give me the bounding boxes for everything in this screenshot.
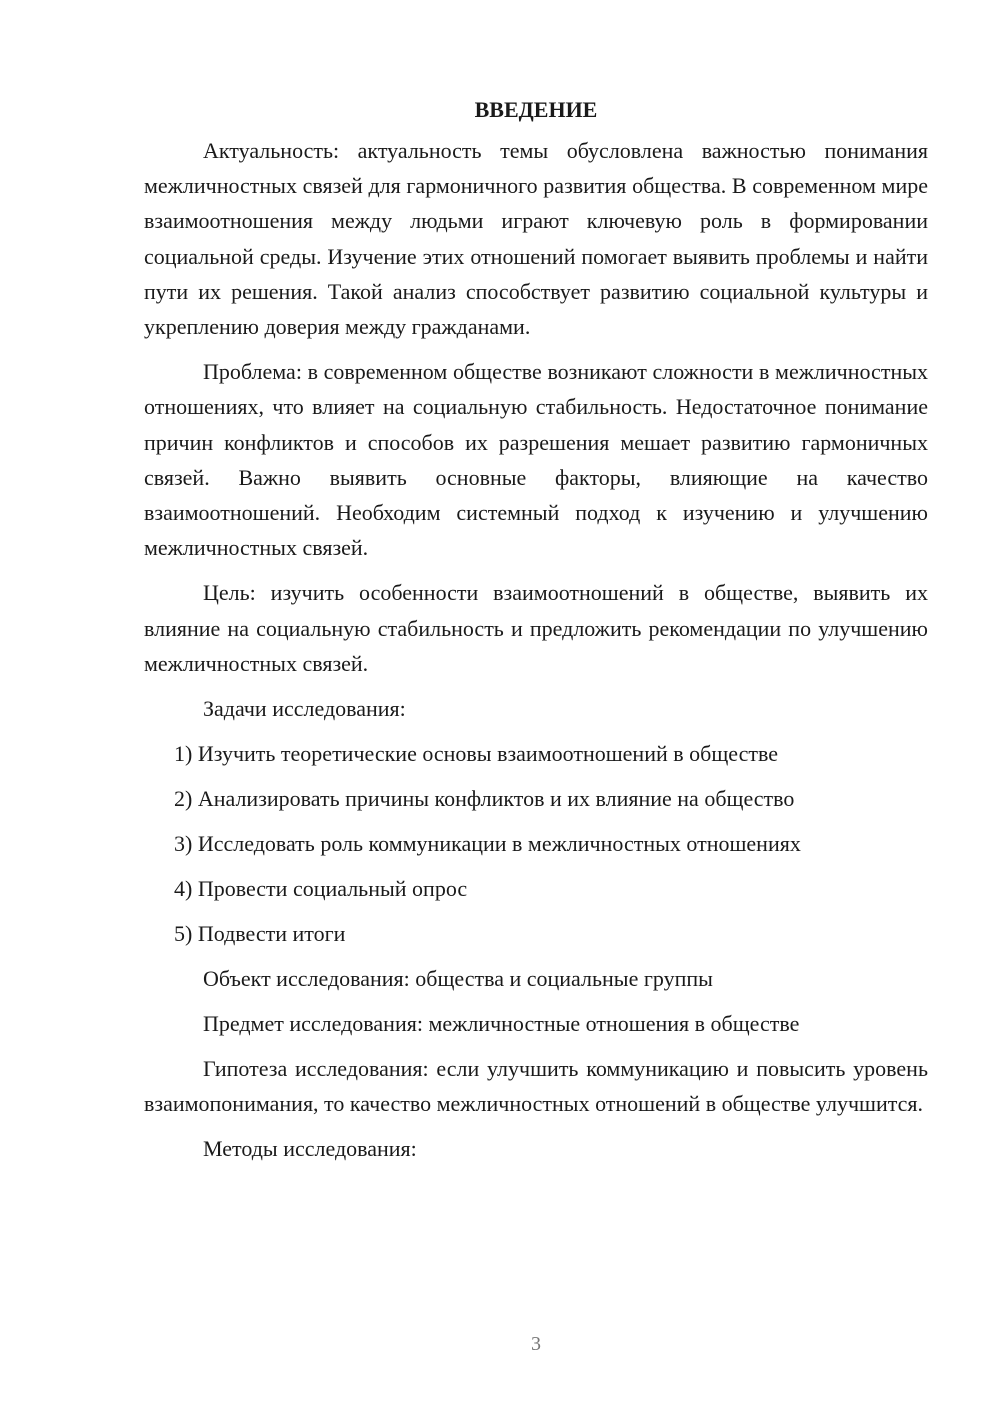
hypothesis-paragraph: Гипотеза исследования: если улучшить коммуникацию и повысить уровень взаимопонимания, то качество межличностных отношений в обществе улучшится. [144,1056,928,1117]
task-item: 4) Провести социальный опрос [174,876,468,902]
task-item: 3) Исследовать роль коммуникации в межличностных отношениях [174,831,801,857]
relevance-paragraph: Актуальность: актуальность темы обусловлена важностью понимания межличностных связей для гармоничного развития общества. В современном мире взаимоотношения между людьми играют ключевую роль в формировании социальной среды. Изучение этих отношений помогает выявить проблемы и найти пути их решения. Такой анализ способствует развитию социальной культуры и укреплению доверия между гражданами. [144,138,928,340]
tasks-heading: Задачи исследования: [203,696,406,722]
task-item: 1) Изучить теоретические основы взаимоотношений в обществе [174,741,778,767]
research-object: Объект исследования: общества и социальные группы [203,966,713,992]
task-item: 2) Анализировать причины конфликтов и их влияние на общество [174,786,795,812]
tasks-list [144,736,928,951]
research-subject: Предмет исследования: межличностные отношения в обществе [203,1011,800,1037]
section-title: ВВЕДЕНИЕ [474,97,598,122]
methods-heading: Методы исследования: [203,1136,417,1162]
problem-paragraph: Проблема: в современном обществе возникают сложности в межличностных отношениях, что влияет на социальную стабильность. Недостаточное понимание причин конфликтов и способов их разрешения мешает развитию гармоничных связей. Важно выявить основные факторы, влияющие на качество взаимоотношений. Необходим системный подход к изучению и улучшению межличностных связей. [144,359,928,561]
document-page [144,92,928,1176]
task-item: 5) Подвести итоги [174,921,346,947]
page-number: 3 [531,1333,541,1355]
goal-paragraph: Цель: изучить особенности взаимоотношений в обществе, выявить их влияние на социальную стабильность и предложить рекомендации по улучшению межличностных связей. [144,580,928,676]
